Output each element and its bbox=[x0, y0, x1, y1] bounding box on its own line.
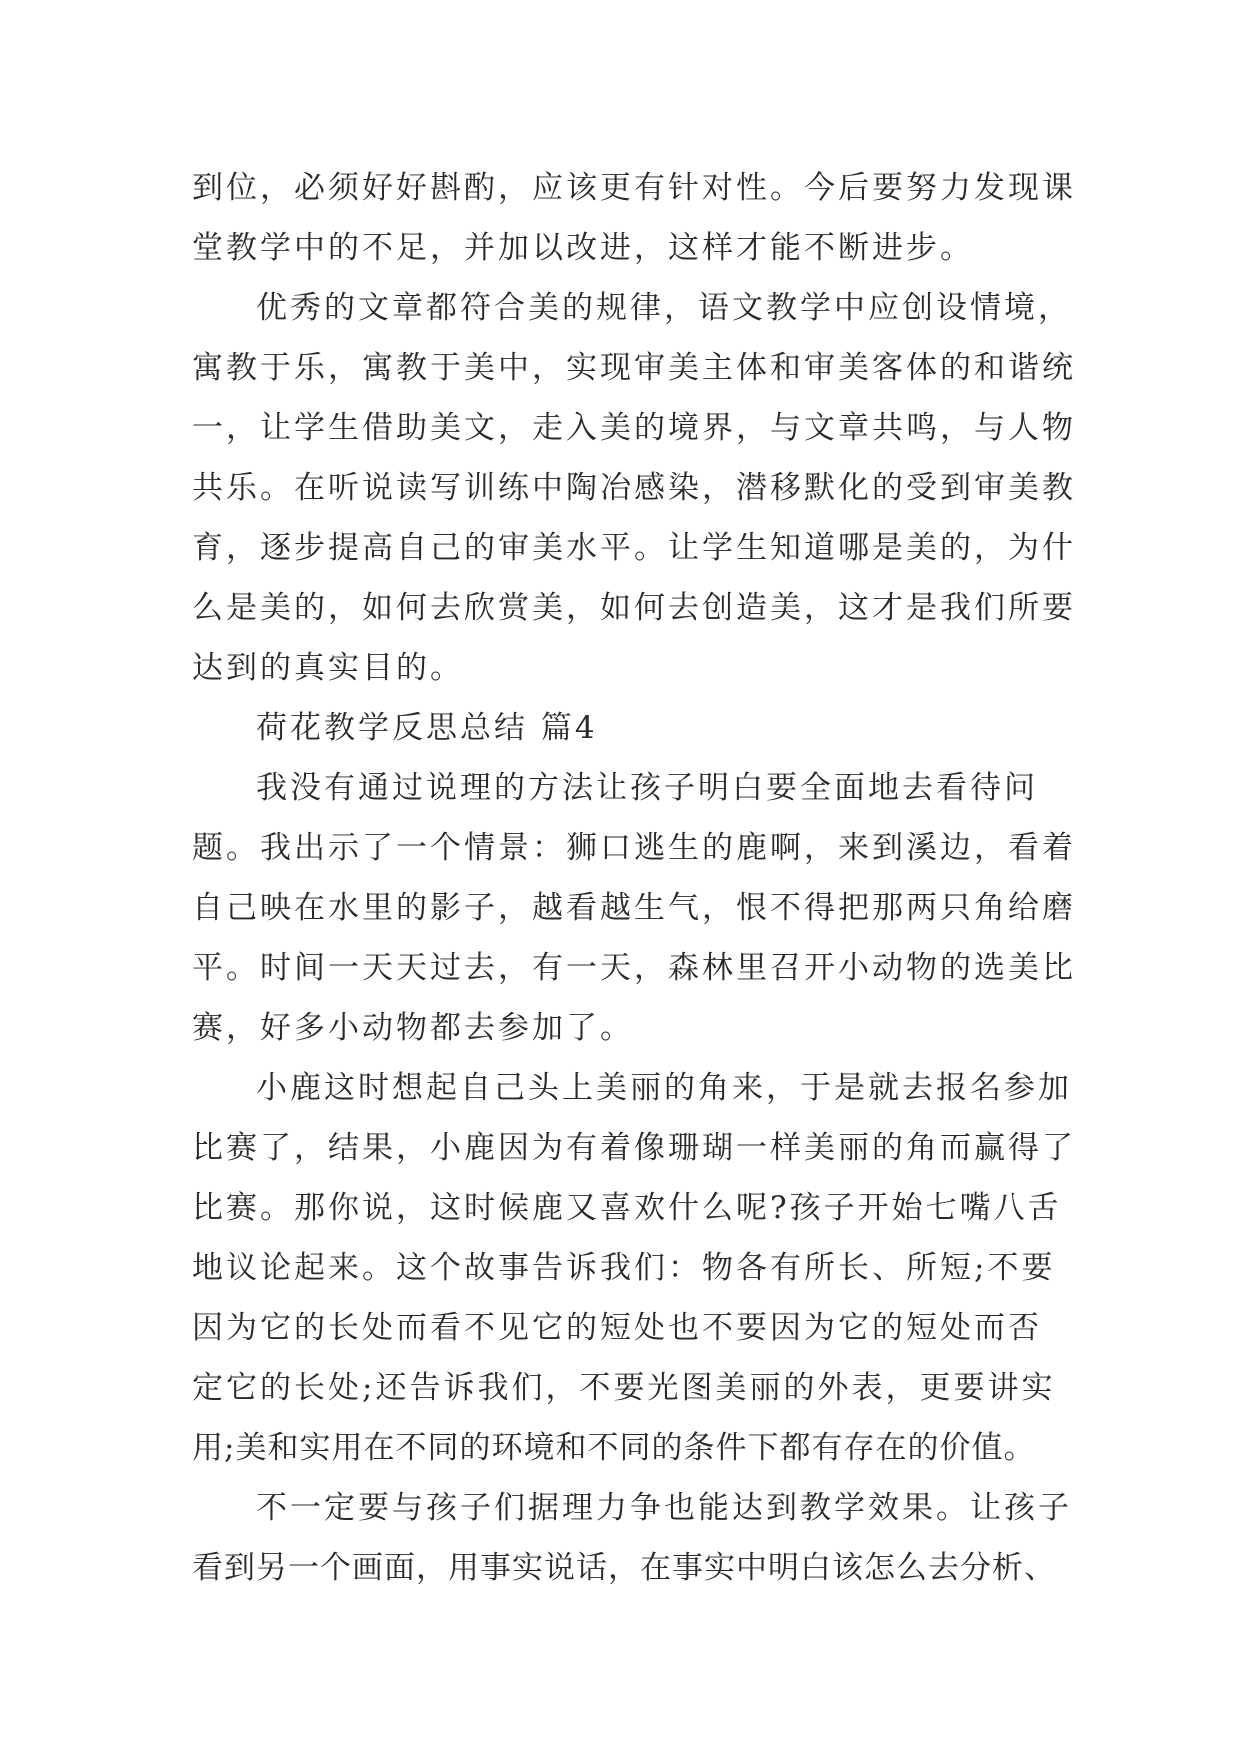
paragraph-first-line: 优秀的文章都符合美的规律，语文教学中应创设情境， bbox=[256, 290, 1072, 326]
text-line: 寓教于乐，寓教于美中，实现审美主体和审美客体的和谐统 bbox=[192, 350, 1076, 386]
text-line: 育，逐步提高自己的审美水平。让学生知道哪是美的，为什 bbox=[192, 530, 1076, 566]
text-line: 看到另一个画面，用事实说话，在事实中明白该怎么去分析、 bbox=[192, 1550, 1056, 1586]
text-line: 比赛。那你说，这时候鹿又喜欢什么呢?孩子开始七嘴八舌 bbox=[192, 1190, 1062, 1226]
text-line: 赛，好多小动物都去参加了。 bbox=[192, 1010, 634, 1046]
text-line: 地议论起来。这个故事告诉我们：物各有所长、所短;不要 bbox=[192, 1250, 1056, 1286]
text-line: 达到的真实目的。 bbox=[192, 650, 464, 686]
text-line: 自己映在水里的影子，越看越生气，恨不得把那两只角给磨 bbox=[192, 890, 1076, 926]
text-line: 因为它的长处而看不见它的短处也不要因为它的短处而否 bbox=[192, 1310, 1042, 1346]
document-body bbox=[192, 158, 1076, 1598]
text-line: 题。我出示了一个情景：狮口逃生的鹿啊，来到溪边，看着 bbox=[192, 830, 1076, 866]
section-heading: 荷花教学反思总结 篇4 bbox=[256, 710, 598, 746]
text-line: 定它的长处;还告诉我们，不要光图美丽的外表，更要讲实 bbox=[192, 1370, 1056, 1406]
text-line: 堂教学中的不足，并加以改进，这样才能不断进步。 bbox=[192, 230, 974, 266]
text-line: 平。时间一天天过去，有一天，森林里召开小动物的选美比 bbox=[192, 950, 1076, 986]
text-line: 么是美的，如何去欣赏美，如何去创造美，这才是我们所要 bbox=[192, 590, 1076, 626]
text-line: 用;美和实用在不同的环境和不同的条件下都有存在的价值。 bbox=[192, 1430, 1036, 1466]
paragraph-first-line: 小鹿这时想起自己头上美丽的角来，于是就去报名参加 bbox=[256, 1070, 1072, 1106]
text-line: 比赛了，结果，小鹿因为有着像珊瑚一样美丽的角而赢得了 bbox=[192, 1130, 1076, 1166]
text-line: 一，让学生借助美文，走入美的境界，与文章共鸣，与人物 bbox=[192, 410, 1076, 446]
text-line: 到位，必须好好斟酌，应该更有针对性。今后要努力发现课 bbox=[192, 170, 1076, 206]
paragraph-first-line: 我没有通过说理的方法让孩子明白要全面地去看待问 bbox=[256, 770, 1038, 806]
paragraph-first-line: 不一定要与孩子们据理力争也能达到教学效果。让孩子 bbox=[256, 1490, 1072, 1526]
text-line: 共乐。在听说读写训练中陶冶感染，潜移默化的受到审美教 bbox=[192, 470, 1076, 506]
